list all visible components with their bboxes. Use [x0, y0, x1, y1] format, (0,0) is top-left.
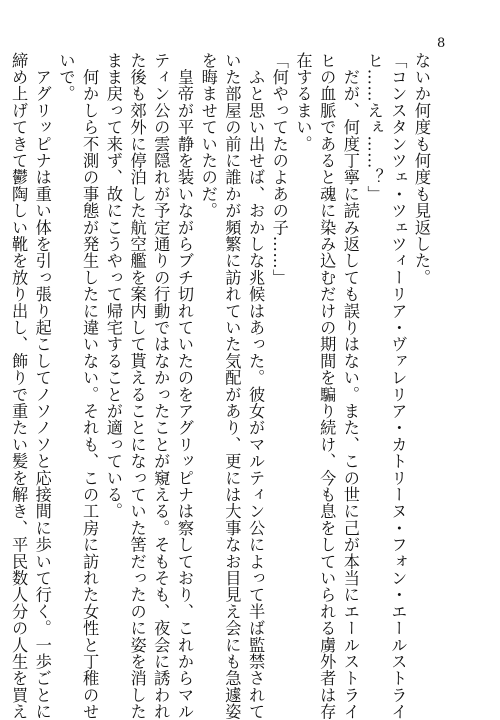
- text-line: ふと思い出せば、おかしな兆候はあった。彼女がマルティン公によって半ば監禁されて: [246, 52, 266, 720]
- text-line: まま戻って来ず、故にこうやって帰宅することが適っている。: [103, 52, 123, 520]
- text-line: だが、何度丁寧に読み返しても誤りはない。また、この世に己が本当にエールストライ: [340, 52, 360, 720]
- text-line: ヒの血脈であると魂に染み込むだけの期間を騙り続け、今も息をしていられる虜外者は存: [317, 52, 337, 720]
- text-line: 「コンスタンツェ・ツェツィーリア・ヴァレリア・カトリーヌ・フォン・エールストライ: [388, 52, 408, 720]
- text-line: 「何やってたのよあの子……」: [269, 52, 289, 286]
- text-line: ティン公の雲隠れが予定通りの行動ではなかったことが窺える。そもそも、夜会に誘われ: [151, 52, 171, 720]
- body-text: [9, 52, 433, 720]
- text-line: を晦ませていたのだ。: [198, 52, 218, 219]
- text-line: 何かしら不測の事態が発生したに違いない。それも、この工房に訪れた女性と丁稚のせ: [80, 52, 100, 720]
- page-number: 8: [437, 36, 446, 51]
- text-line: いで。: [56, 52, 76, 103]
- text-line: 皇帝が平静を装いながらブチ切れていたのをアグリッピナは察しており、これからマル: [174, 52, 194, 720]
- text-line: いた部屋の前に誰かが頻繁に訪れていた気配があり、更には大事なお目見え会にも急遽姿: [222, 52, 242, 720]
- text-line: ヒ……えぇ……？」: [364, 52, 384, 203]
- text-line: 締め上げてきて鬱陶しい靴を放り出し、飾りで重たい髪を解き、平民数人分の人生を買え: [9, 52, 29, 720]
- text-line: 在するまい。: [293, 52, 313, 153]
- text-line: アグリッピナは重い体を引っ張り起こしてノソノソと応接間に歩いて行く。一歩ごとに: [32, 52, 52, 720]
- text-line: た後も郊外に停泊した航空艦を案内して貰えることになっていた筈だったのに姿を消した: [127, 52, 147, 720]
- text-line: ないか何度も何度も見返した。: [412, 52, 431, 286]
